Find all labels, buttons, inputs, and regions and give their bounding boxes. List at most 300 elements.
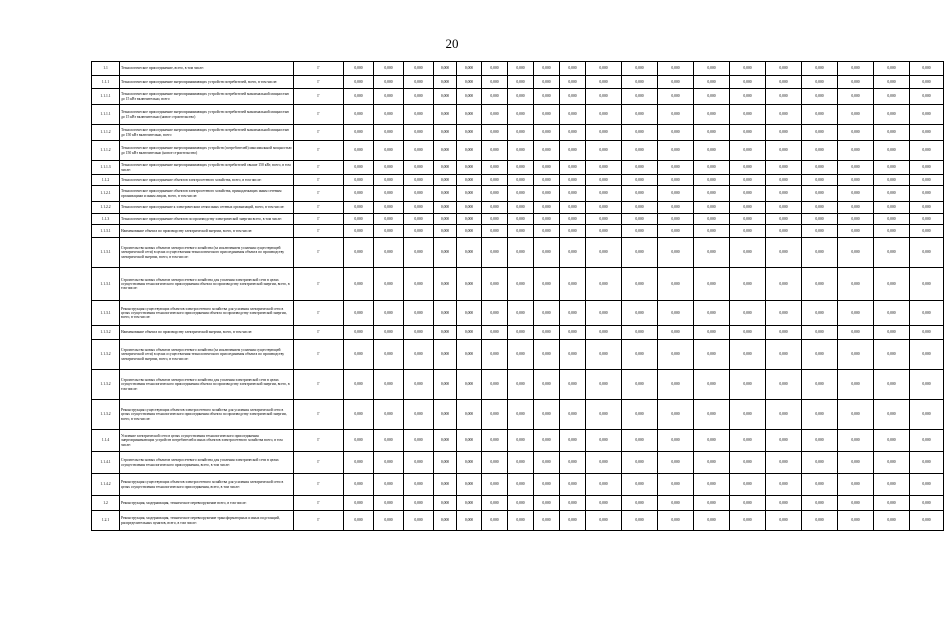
value-cell: 0,000	[910, 452, 944, 474]
value-cell: 0,000	[802, 62, 838, 76]
value-cell: 0,000	[344, 141, 374, 161]
row-code: 1.1.3.1	[92, 238, 120, 268]
value-cell: 0,000	[766, 496, 802, 511]
value-cell: 0,000	[457, 125, 482, 141]
table-row	[92, 268, 944, 301]
value-cell: 0,000	[622, 161, 658, 175]
value-cell: 0,000	[560, 62, 586, 76]
row-code: 1.1.4.2	[92, 474, 120, 496]
value-cell: 0,000	[658, 62, 694, 76]
value-cell: 0,000	[910, 186, 944, 202]
value-cell: 0,000	[838, 326, 874, 340]
value-cell: 0,000	[910, 62, 944, 76]
value-cell: 0,000	[534, 268, 560, 301]
value-cell: 0,000	[434, 301, 457, 326]
value-cell: 0,000	[586, 340, 622, 370]
value-cell: 0,000	[560, 496, 586, 511]
value-cell: 0,000	[404, 125, 434, 141]
value-cell: 0,000	[874, 370, 910, 400]
row-name: Технологическое присоединение объектов по производству электрической энергии всего, в том числе:	[120, 214, 294, 225]
value-cell: 0,000	[910, 400, 944, 430]
value-cell: 0,000	[766, 452, 802, 474]
value-cell: 0,000	[802, 76, 838, 89]
value-cell: 0,000	[508, 400, 534, 430]
value-cell: 0,000	[404, 141, 434, 161]
value-cell: 0,000	[658, 400, 694, 430]
value-cell: 0,000	[560, 326, 586, 340]
value-cell: 0,000	[374, 430, 404, 452]
value-cell: 0,000	[874, 76, 910, 89]
value-cell: 0,000	[482, 76, 508, 89]
row-code: 1.1.3	[92, 214, 120, 225]
value-cell: 0,000	[838, 89, 874, 105]
value-cell: 0,000	[802, 474, 838, 496]
value-cell: 0,000	[694, 496, 730, 511]
value-cell: 0,000	[694, 400, 730, 430]
value-cell: 0,000	[874, 186, 910, 202]
value-cell: 0,000	[622, 400, 658, 430]
row-identifier: Г	[294, 452, 344, 474]
row-name: Строительство новых объектов электросетевого хозяйства для усиления электрической сети в целях осуществления технологического присоединения, всего, в том числе:	[120, 452, 294, 474]
value-cell: 0,000	[457, 370, 482, 400]
value-cell: 0,000	[658, 238, 694, 268]
value-cell: 0,000	[560, 268, 586, 301]
value-cell: 0,000	[838, 268, 874, 301]
value-cell: 0,000	[457, 161, 482, 175]
value-cell: 0,000	[534, 202, 560, 214]
value-cell: 0,000	[874, 89, 910, 105]
row-name: Реконструкция, модернизация, техническое перевооружение всего, в том числе:	[120, 496, 294, 511]
value-cell: 0,000	[730, 511, 766, 531]
value-cell: 0,000	[434, 430, 457, 452]
value-cell: 0,000	[730, 225, 766, 238]
value-cell: 0,000	[658, 125, 694, 141]
value-cell: 0,000	[838, 430, 874, 452]
value-cell: 0,000	[457, 238, 482, 268]
value-cell: 0,000	[586, 326, 622, 340]
value-cell: 0,000	[457, 214, 482, 225]
value-cell: 0,000	[434, 370, 457, 400]
value-cell: 0,000	[404, 62, 434, 76]
value-cell: 0,000	[802, 452, 838, 474]
value-cell: 0,000	[658, 105, 694, 125]
page-number: 20	[445, 36, 459, 51]
value-cell: 0,000	[730, 202, 766, 214]
table-row	[92, 452, 944, 474]
row-name: Строительство новых объектов электросетевого хозяйства (за исключением усиления существующей электрической сети) в целях осуществления технологического присоединения объекта по производству электрической энергии, всего, в том числе:	[120, 340, 294, 370]
value-cell: 0,000	[508, 496, 534, 511]
value-cell: 0,000	[766, 125, 802, 141]
value-cell: 0,000	[344, 105, 374, 125]
value-cell: 0,000	[694, 268, 730, 301]
value-cell: 0,000	[534, 62, 560, 76]
value-cell: 0,000	[534, 161, 560, 175]
value-cell: 0,000	[730, 301, 766, 326]
value-cell: 0,000	[910, 370, 944, 400]
row-identifier: Г	[294, 496, 344, 511]
value-cell: 0,000	[434, 161, 457, 175]
value-cell: 0,000	[910, 326, 944, 340]
value-cell: 0,000	[910, 268, 944, 301]
value-cell: 0,000	[766, 326, 802, 340]
value-cell: 0,000	[404, 301, 434, 326]
value-cell: 0,000	[838, 452, 874, 474]
row-identifier: Г	[294, 430, 344, 452]
table-row	[92, 496, 944, 511]
row-code: 1.2.1	[92, 511, 120, 531]
value-cell: 0,000	[457, 452, 482, 474]
row-code: 1.1.3.2	[92, 326, 120, 340]
row-identifier: Г	[294, 76, 344, 89]
value-cell: 0,000	[482, 474, 508, 496]
value-cell: 0,000	[910, 301, 944, 326]
value-cell: 0,000	[730, 370, 766, 400]
value-cell: 0,000	[586, 105, 622, 125]
table-row	[92, 76, 944, 89]
value-cell: 0,000	[534, 301, 560, 326]
row-identifier: Г	[294, 225, 344, 238]
value-cell: 0,000	[374, 301, 404, 326]
value-cell: 0,000	[508, 76, 534, 89]
value-cell: 0,000	[838, 400, 874, 430]
value-cell: 0,000	[508, 186, 534, 202]
value-cell: 0,000	[658, 301, 694, 326]
value-cell: 0,000	[910, 125, 944, 141]
value-cell: 0,000	[622, 511, 658, 531]
row-identifier: Г	[294, 400, 344, 430]
value-cell: 0,000	[434, 474, 457, 496]
value-cell: 0,000	[766, 202, 802, 214]
row-name: Наименование объекта по производству электрической энергии, всего, в том числе:	[120, 326, 294, 340]
value-cell: 0,000	[694, 301, 730, 326]
row-identifier: Г	[294, 202, 344, 214]
value-cell: 0,000	[694, 175, 730, 186]
value-cell: 0,000	[730, 141, 766, 161]
value-cell: 0,000	[344, 474, 374, 496]
value-cell: 0,000	[766, 175, 802, 186]
row-code: 1.1.3.2	[92, 340, 120, 370]
row-name: Технологическое присоединение к электрическим сетям иных сетевых организаций, всего, в том числе:	[120, 202, 294, 214]
value-cell: 0,000	[694, 511, 730, 531]
row-name: Усиление электрической сети в целях осуществления технологического присоединения энергопринимающих устройств потребителей и иных объектов электросетевого хозяйства всего, в том числе:	[120, 430, 294, 452]
value-cell: 0,000	[404, 452, 434, 474]
value-cell: 0,000	[730, 89, 766, 105]
value-cell: 0,000	[344, 340, 374, 370]
value-cell: 0,000	[374, 214, 404, 225]
value-cell: 0,000	[658, 141, 694, 161]
row-name: Технологическое присоединение энергопринимающих устройств потребителей максимальной мощностью до 15 кВт включительно (новое строительство)	[120, 105, 294, 125]
value-cell: 0,000	[374, 105, 404, 125]
value-cell: 0,000	[622, 175, 658, 186]
row-name: Технологическое присоединение объектов электросетевого хозяйства, принадлежащих иным сетевым организациям и иным лицам, всего, в том числе:	[120, 186, 294, 202]
value-cell: 0,000	[344, 400, 374, 430]
value-cell: 0,000	[694, 238, 730, 268]
value-cell: 0,000	[482, 225, 508, 238]
value-cell: 0,000	[910, 511, 944, 531]
value-cell: 0,000	[534, 474, 560, 496]
value-cell: 0,000	[404, 175, 434, 186]
value-cell: 0,000	[730, 474, 766, 496]
value-cell: 0,000	[766, 511, 802, 531]
row-code: 1.1.2	[92, 175, 120, 186]
value-cell: 0,000	[658, 225, 694, 238]
value-cell: 0,000	[766, 161, 802, 175]
value-cell: 0,000	[658, 474, 694, 496]
value-cell: 0,000	[374, 268, 404, 301]
value-cell: 0,000	[404, 326, 434, 340]
value-cell: 0,000	[694, 370, 730, 400]
value-cell: 0,000	[802, 301, 838, 326]
value-cell: 0,000	[622, 301, 658, 326]
value-cell: 0,000	[457, 202, 482, 214]
value-cell: 0,000	[910, 496, 944, 511]
value-cell: 0,000	[802, 141, 838, 161]
value-cell: 0,000	[434, 340, 457, 370]
value-cell: 0,000	[434, 125, 457, 141]
row-code: 1.1.3.1	[92, 225, 120, 238]
value-cell: 0,000	[374, 452, 404, 474]
value-cell: 0,000	[457, 268, 482, 301]
value-cell: 0,000	[802, 125, 838, 141]
value-cell: 0,000	[434, 496, 457, 511]
value-cell: 0,000	[344, 511, 374, 531]
value-cell: 0,000	[560, 76, 586, 89]
row-code: 1.1.2.1	[92, 186, 120, 202]
value-cell: 0,000	[404, 202, 434, 214]
value-cell: 0,000	[508, 326, 534, 340]
value-cell: 0,000	[694, 214, 730, 225]
row-code: 1.1.1.3	[92, 161, 120, 175]
value-cell: 0,000	[694, 340, 730, 370]
value-cell: 0,000	[534, 214, 560, 225]
value-cell: 0,000	[838, 175, 874, 186]
value-cell: 0,000	[560, 125, 586, 141]
value-cell: 0,000	[838, 225, 874, 238]
value-cell: 0,000	[457, 225, 482, 238]
value-cell: 0,000	[374, 238, 404, 268]
value-cell: 0,000	[802, 186, 838, 202]
value-cell: 0,000	[802, 89, 838, 105]
value-cell: 0,000	[560, 214, 586, 225]
table-row	[92, 238, 944, 268]
value-cell: 0,000	[434, 89, 457, 105]
value-cell: 0,000	[534, 511, 560, 531]
value-cell: 0,000	[457, 175, 482, 186]
row-name: Реконструкция, модернизация, техническое перевооружение трансформаторных и иных подстанций, распределительных пунктов, всего, в том числе:	[120, 511, 294, 531]
value-cell: 0,000	[622, 370, 658, 400]
row-name: Реконструкция существующих объектов электросетевого хозяйства для усиления электрической сети в целях осуществления технологического присоединения объекта по производству электрической энергии, всего, в том числе:	[120, 301, 294, 326]
value-cell: 0,000	[802, 400, 838, 430]
value-cell: 0,000	[730, 125, 766, 141]
value-cell: 0,000	[404, 161, 434, 175]
value-cell: 0,000	[658, 370, 694, 400]
value-cell: 0,000	[586, 175, 622, 186]
value-cell: 0,000	[730, 161, 766, 175]
value-cell: 0,000	[874, 105, 910, 125]
value-cell: 0,000	[457, 141, 482, 161]
value-cell: 0,000	[730, 326, 766, 340]
value-cell: 0,000	[658, 511, 694, 531]
value-cell: 0,000	[694, 202, 730, 214]
value-cell: 0,000	[658, 326, 694, 340]
table-row	[92, 89, 944, 105]
table-row	[92, 430, 944, 452]
row-identifier: Г	[294, 301, 344, 326]
value-cell: 0,000	[694, 76, 730, 89]
row-code: 1.1.3.2	[92, 370, 120, 400]
row-identifier: Г	[294, 62, 344, 76]
table-row	[92, 125, 944, 141]
value-cell: 0,000	[434, 326, 457, 340]
value-cell: 0,000	[434, 400, 457, 430]
value-cell: 0,000	[560, 175, 586, 186]
value-cell: 0,000	[838, 76, 874, 89]
value-cell: 0,000	[482, 202, 508, 214]
value-cell: 0,000	[508, 340, 534, 370]
value-cell: 0,000	[838, 496, 874, 511]
investment-table	[91, 61, 944, 531]
value-cell: 0,000	[434, 62, 457, 76]
value-cell: 0,000	[404, 340, 434, 370]
value-cell: 0,000	[586, 268, 622, 301]
value-cell: 0,000	[694, 225, 730, 238]
value-cell: 0,000	[508, 105, 534, 125]
row-identifier: Г	[294, 214, 344, 225]
value-cell: 0,000	[766, 430, 802, 452]
value-cell: 0,000	[404, 225, 434, 238]
table-row	[92, 141, 944, 161]
value-cell: 0,000	[694, 474, 730, 496]
value-cell: 0,000	[434, 175, 457, 186]
value-cell: 0,000	[658, 175, 694, 186]
value-cell: 0,000	[344, 301, 374, 326]
value-cell: 0,000	[344, 370, 374, 400]
value-cell: 0,000	[344, 225, 374, 238]
value-cell: 0,000	[694, 125, 730, 141]
value-cell: 0,000	[457, 186, 482, 202]
value-cell: 0,000	[434, 186, 457, 202]
value-cell: 0,000	[457, 326, 482, 340]
value-cell: 0,000	[534, 141, 560, 161]
value-cell: 0,000	[344, 125, 374, 141]
value-cell: 0,000	[404, 430, 434, 452]
value-cell: 0,000	[508, 89, 534, 105]
row-name: Технологическое присоединение энергопринимающих устройств потребителей, всего, в том числе:	[120, 76, 294, 89]
value-cell: 0,000	[802, 225, 838, 238]
value-cell: 0,000	[910, 105, 944, 125]
value-cell: 0,000	[766, 186, 802, 202]
value-cell: 0,000	[457, 76, 482, 89]
value-cell: 0,000	[482, 214, 508, 225]
value-cell: 0,000	[560, 225, 586, 238]
value-cell: 0,000	[560, 452, 586, 474]
value-cell: 0,000	[374, 89, 404, 105]
value-cell: 0,000	[622, 89, 658, 105]
value-cell: 0,000	[434, 105, 457, 125]
value-cell: 0,000	[508, 268, 534, 301]
value-cell: 0,000	[622, 141, 658, 161]
value-cell: 0,000	[434, 452, 457, 474]
value-cell: 0,000	[560, 370, 586, 400]
table-row	[92, 326, 944, 340]
value-cell: 0,000	[586, 76, 622, 89]
value-cell: 0,000	[838, 125, 874, 141]
value-cell: 0,000	[560, 141, 586, 161]
value-cell: 0,000	[838, 141, 874, 161]
value-cell: 0,000	[766, 141, 802, 161]
row-code: 1.1.1.1	[92, 105, 120, 125]
value-cell: 0,000	[838, 370, 874, 400]
value-cell: 0,000	[508, 214, 534, 225]
value-cell: 0,000	[694, 430, 730, 452]
value-cell: 0,000	[622, 125, 658, 141]
value-cell: 0,000	[586, 400, 622, 430]
value-cell: 0,000	[374, 186, 404, 202]
table-row	[92, 62, 944, 76]
value-cell: 0,000	[374, 496, 404, 511]
row-name: Реконструкция существующих объектов электросетевого хозяйства для усиления электрической сети в целях осуществления технологического присоединения, всего, в том числе:	[120, 474, 294, 496]
value-cell: 0,000	[910, 161, 944, 175]
value-cell: 0,000	[838, 161, 874, 175]
value-cell: 0,000	[910, 238, 944, 268]
value-cell: 0,000	[622, 225, 658, 238]
value-cell: 0,000	[730, 76, 766, 89]
row-code: 1.1.1.2	[92, 141, 120, 161]
value-cell: 0,000	[374, 370, 404, 400]
row-identifier: Г	[294, 141, 344, 161]
value-cell: 0,000	[622, 268, 658, 301]
row-name: Строительство новых объектов электросетевого хозяйства (за исключением усиления существующей электрической сети) в целях осуществления технологического присоединения объекта по производству электрической энергии, всего, в том числе:	[120, 238, 294, 268]
value-cell: 0,000	[730, 175, 766, 186]
value-cell: 0,000	[534, 76, 560, 89]
value-cell: 0,000	[658, 186, 694, 202]
table-row	[92, 474, 944, 496]
table-row	[92, 225, 944, 238]
value-cell: 0,000	[658, 202, 694, 214]
value-cell: 0,000	[658, 214, 694, 225]
value-cell: 0,000	[730, 496, 766, 511]
value-cell: 0,000	[694, 105, 730, 125]
value-cell: 0,000	[622, 238, 658, 268]
value-cell: 0,000	[694, 161, 730, 175]
value-cell: 0,000	[434, 202, 457, 214]
value-cell: 0,000	[838, 511, 874, 531]
value-cell: 0,000	[344, 161, 374, 175]
value-cell: 0,000	[508, 452, 534, 474]
value-cell: 0,000	[534, 105, 560, 125]
value-cell: 0,000	[344, 268, 374, 301]
value-cell: 0,000	[508, 141, 534, 161]
row-name: Наименование объекта по производству электрической энергии, всего, в том числе:	[120, 225, 294, 238]
value-cell: 0,000	[586, 238, 622, 268]
value-cell: 0,000	[457, 340, 482, 370]
value-cell: 0,000	[560, 202, 586, 214]
value-cell: 0,000	[457, 89, 482, 105]
value-cell: 0,000	[344, 175, 374, 186]
value-cell: 0,000	[874, 340, 910, 370]
value-cell: 0,000	[802, 511, 838, 531]
value-cell: 0,000	[766, 474, 802, 496]
value-cell: 0,000	[508, 62, 534, 76]
value-cell: 0,000	[344, 186, 374, 202]
value-cell: 0,000	[482, 511, 508, 531]
value-cell: 0,000	[404, 89, 434, 105]
value-cell: 0,000	[910, 430, 944, 452]
row-identifier: Г	[294, 370, 344, 400]
value-cell: 0,000	[802, 161, 838, 175]
value-cell: 0,000	[730, 238, 766, 268]
value-cell: 0,000	[910, 474, 944, 496]
